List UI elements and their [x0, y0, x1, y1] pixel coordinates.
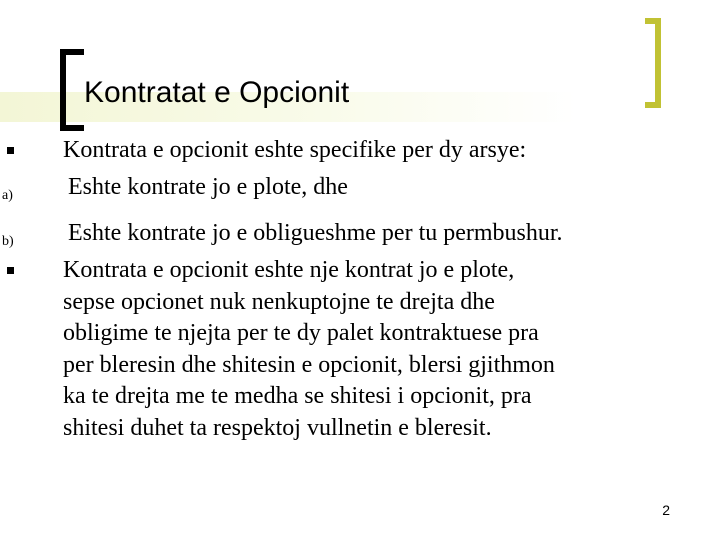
paragraph-line: shitesi duhet ta respektoj vullnetin e bleresit.	[63, 414, 492, 441]
list-marker-a: a)	[2, 188, 13, 203]
paragraph-line: ka te drejta me te medha se shitesi i opcionit, pra	[63, 383, 532, 409]
square-bullet-icon	[7, 147, 14, 154]
paragraph-line: per bleresin dhe shitesin e opcionit, blersi gjithmon	[63, 351, 555, 378]
paragraph-line: obligime te njejta per te dy palet kontraktuese pra	[63, 320, 539, 346]
paragraph-line: sepse opcionet nuk nenkuptojne te drejta dhe	[63, 288, 495, 315]
list-item-text: Eshte kontrate jo e obligueshme per tu permbushur.	[68, 220, 563, 246]
paragraph-line: Kontrata e opcionit eshte nje kontrat jo e plote,	[63, 257, 515, 283]
list-marker-b: b)	[2, 234, 14, 249]
square-bullet-icon	[7, 267, 14, 274]
page-number: 2	[662, 502, 670, 518]
slide-title: Kontratat e Opcionit	[84, 76, 350, 109]
list-item-text: Eshte kontrate jo e plote, dhe	[68, 174, 348, 200]
bullet-paragraph	[63, 255, 703, 444]
bullet-text: Kontrata e opcionit eshte specifike per dy arsye:	[63, 137, 527, 163]
